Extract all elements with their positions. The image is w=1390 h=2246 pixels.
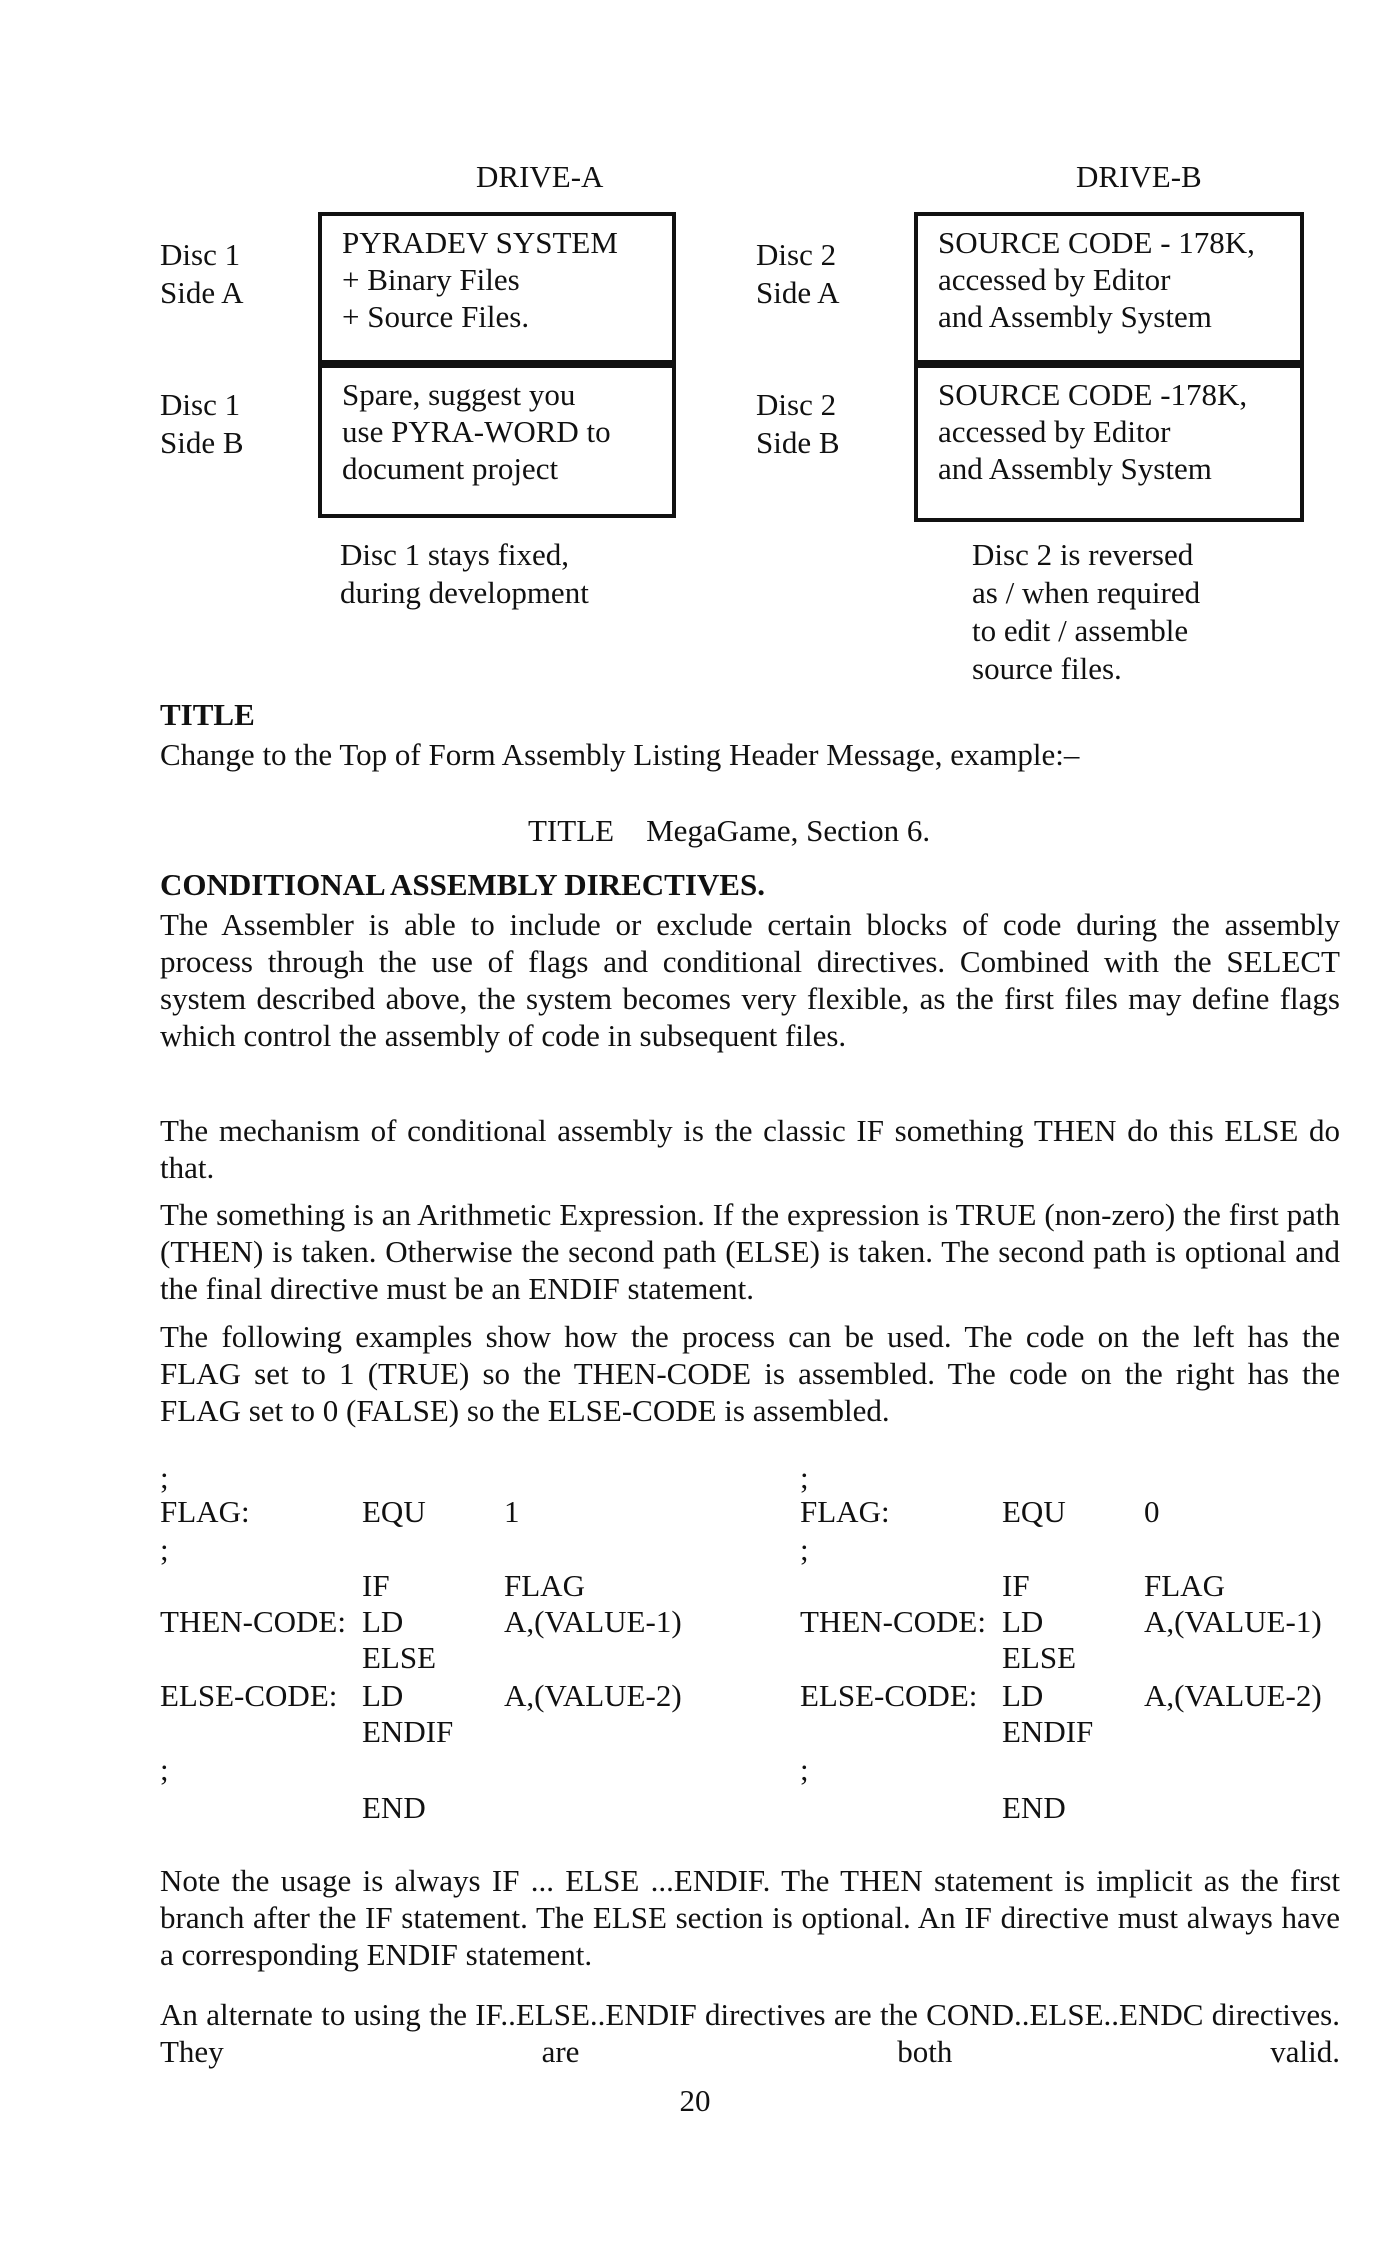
disc1-note — [340, 536, 589, 612]
paragraph: The Assembler is able to include or exclude certain blocks of code during the assembly process through the use of flags and conditional directives. Combined with the SELECT system described above, the system becomes very flexible, as the first files may define flags which control the assembly of code in subsequent files. — [160, 907, 1340, 1053]
code-op: ELSE — [362, 1640, 437, 1675]
code-arg: A,(VALUE-2) — [1144, 1678, 1322, 1713]
box-line: accessed by Editor — [938, 262, 1171, 297]
code-label: ELSE-CODE: — [160, 1678, 338, 1713]
note-line: Disc 2 is reversed — [972, 537, 1194, 572]
paragraph — [160, 1996, 1340, 2070]
code-op: EQU — [1002, 1494, 1066, 1529]
code-op: END — [1002, 1790, 1066, 1825]
note-line: to edit / assemble — [972, 613, 1189, 648]
box-line: document project — [342, 451, 559, 486]
code-arg: 0 — [1144, 1494, 1160, 1529]
title-heading: TITLE — [160, 697, 255, 732]
disc-number: Disc 1 — [160, 237, 241, 272]
code-op: LD — [1002, 1604, 1044, 1639]
example-keyword: TITLE — [528, 813, 615, 848]
note-line: as / when required — [972, 575, 1201, 610]
paragraph: The mechanism of conditional assembly is the classic IF something THEN do this ELSE do that. — [160, 1113, 1340, 1185]
conditional-heading: CONDITIONAL ASSEMBLY DIRECTIVES. — [160, 867, 765, 902]
box-line: + Source Files. — [342, 299, 530, 334]
drive-a-label: DRIVE-A — [476, 159, 604, 194]
code-op: LD — [1002, 1678, 1044, 1713]
code-op: ENDIF — [1002, 1714, 1094, 1749]
disc1-side-b-label — [160, 386, 244, 462]
note-line: Disc 1 stays fixed, — [340, 537, 570, 572]
code-op: ELSE — [1002, 1640, 1077, 1675]
title-example — [528, 812, 930, 850]
drive-a-side-a-box — [318, 212, 676, 364]
box-line: SOURCE CODE -178K, — [938, 377, 1248, 412]
code-semicolon: ; — [800, 1532, 809, 1567]
box-line: SOURCE CODE - 178K, — [938, 225, 1255, 260]
code-op: LD — [362, 1678, 404, 1713]
page-number — [0, 2082, 1390, 2120]
code-semicolon: ; — [160, 1460, 169, 1495]
code-semicolon: ; — [160, 1532, 169, 1567]
code-label: ELSE-CODE: — [800, 1678, 978, 1713]
code-label: THEN-CODE: — [160, 1604, 346, 1639]
code-arg: 1 — [504, 1494, 520, 1529]
code-op: IF — [1002, 1568, 1030, 1603]
code-op: END — [362, 1790, 426, 1825]
code-label: THEN-CODE: — [800, 1604, 986, 1639]
code-arg: FLAG — [1144, 1568, 1225, 1603]
code-arg: A,(VALUE-2) — [504, 1678, 682, 1713]
page-number-text: 20 — [679, 2083, 711, 2118]
code-semicolon: ; — [800, 1752, 809, 1787]
code-op: LD — [362, 1604, 404, 1639]
disc-side: Side B — [160, 425, 244, 460]
code-op: EQU — [362, 1494, 426, 1529]
drive-b-label: DRIVE-B — [1076, 159, 1202, 194]
box-line: and Assembly System — [938, 451, 1212, 486]
disc1-side-a-label — [160, 236, 244, 312]
title-description: Change to the Top of Form Assembly Listing Header Message, example:– — [160, 737, 1080, 772]
drive-b-side-a-box — [914, 212, 1304, 364]
paragraph-text: An alternate to using the IF..ELSE..ENDIF directives are the COND..ELSE..ENDC directives. They are both valid. — [160, 1997, 1340, 2069]
code-semicolon: ; — [800, 1460, 809, 1495]
code-arg: A,(VALUE-1) — [504, 1604, 682, 1639]
code-op: IF — [362, 1568, 390, 1603]
box-line: PYRADEV SYSTEM — [342, 225, 618, 260]
code-label: FLAG: — [800, 1494, 890, 1529]
code-arg: A,(VALUE-1) — [1144, 1604, 1322, 1639]
disc-number: Disc 2 — [756, 237, 837, 272]
box-line: accessed by Editor — [938, 414, 1171, 449]
disc-side: Side B — [756, 425, 840, 460]
paragraph: Note the usage is always IF ... ELSE ...ENDIF. The THEN statement is implicit as the first branch after the IF statement. The ELSE section is optional. An IF directive must always have a corresponding ENDIF statement. — [160, 1863, 1340, 1972]
paragraph: The following examples show how the process can be used. The code on the left has the FLAG set to 1 (TRUE) so the THEN-CODE is assembled. The code on the right has the FLAG set to 0 (FALSE) so the ELSE-CODE is assembled. — [160, 1319, 1340, 1428]
disc-number: Disc 1 — [160, 387, 241, 422]
disc2-side-a-label — [756, 236, 840, 312]
box-line: use PYRA-WORD to — [342, 414, 611, 449]
code-semicolon: ; — [160, 1752, 169, 1787]
disc-number: Disc 2 — [756, 387, 837, 422]
box-line: Spare, suggest you — [342, 377, 576, 412]
box-line: and Assembly System — [938, 299, 1212, 334]
disc2-side-b-label — [756, 386, 840, 462]
disc2-note — [972, 536, 1200, 688]
code-op: ENDIF — [362, 1714, 454, 1749]
paragraph: The something is an Arithmetic Expression. If the expression is TRUE (non-zero) the first path (THEN) is taken. Otherwise the second path (ELSE) is taken. The second path is optional and the final directive must be an ENDIF statement. — [160, 1197, 1340, 1306]
drive-b-side-b-box — [914, 364, 1304, 522]
example-value: MegaGame, Section 6. — [646, 813, 931, 848]
note-line: source files. — [972, 651, 1122, 686]
disc-side: Side A — [160, 275, 244, 310]
box-line: + Binary Files — [342, 262, 520, 297]
code-arg: FLAG — [504, 1568, 585, 1603]
code-label: FLAG: — [160, 1494, 250, 1529]
note-line: during development — [340, 575, 589, 610]
drive-a-side-b-box — [318, 364, 676, 518]
disc-side: Side A — [756, 275, 840, 310]
